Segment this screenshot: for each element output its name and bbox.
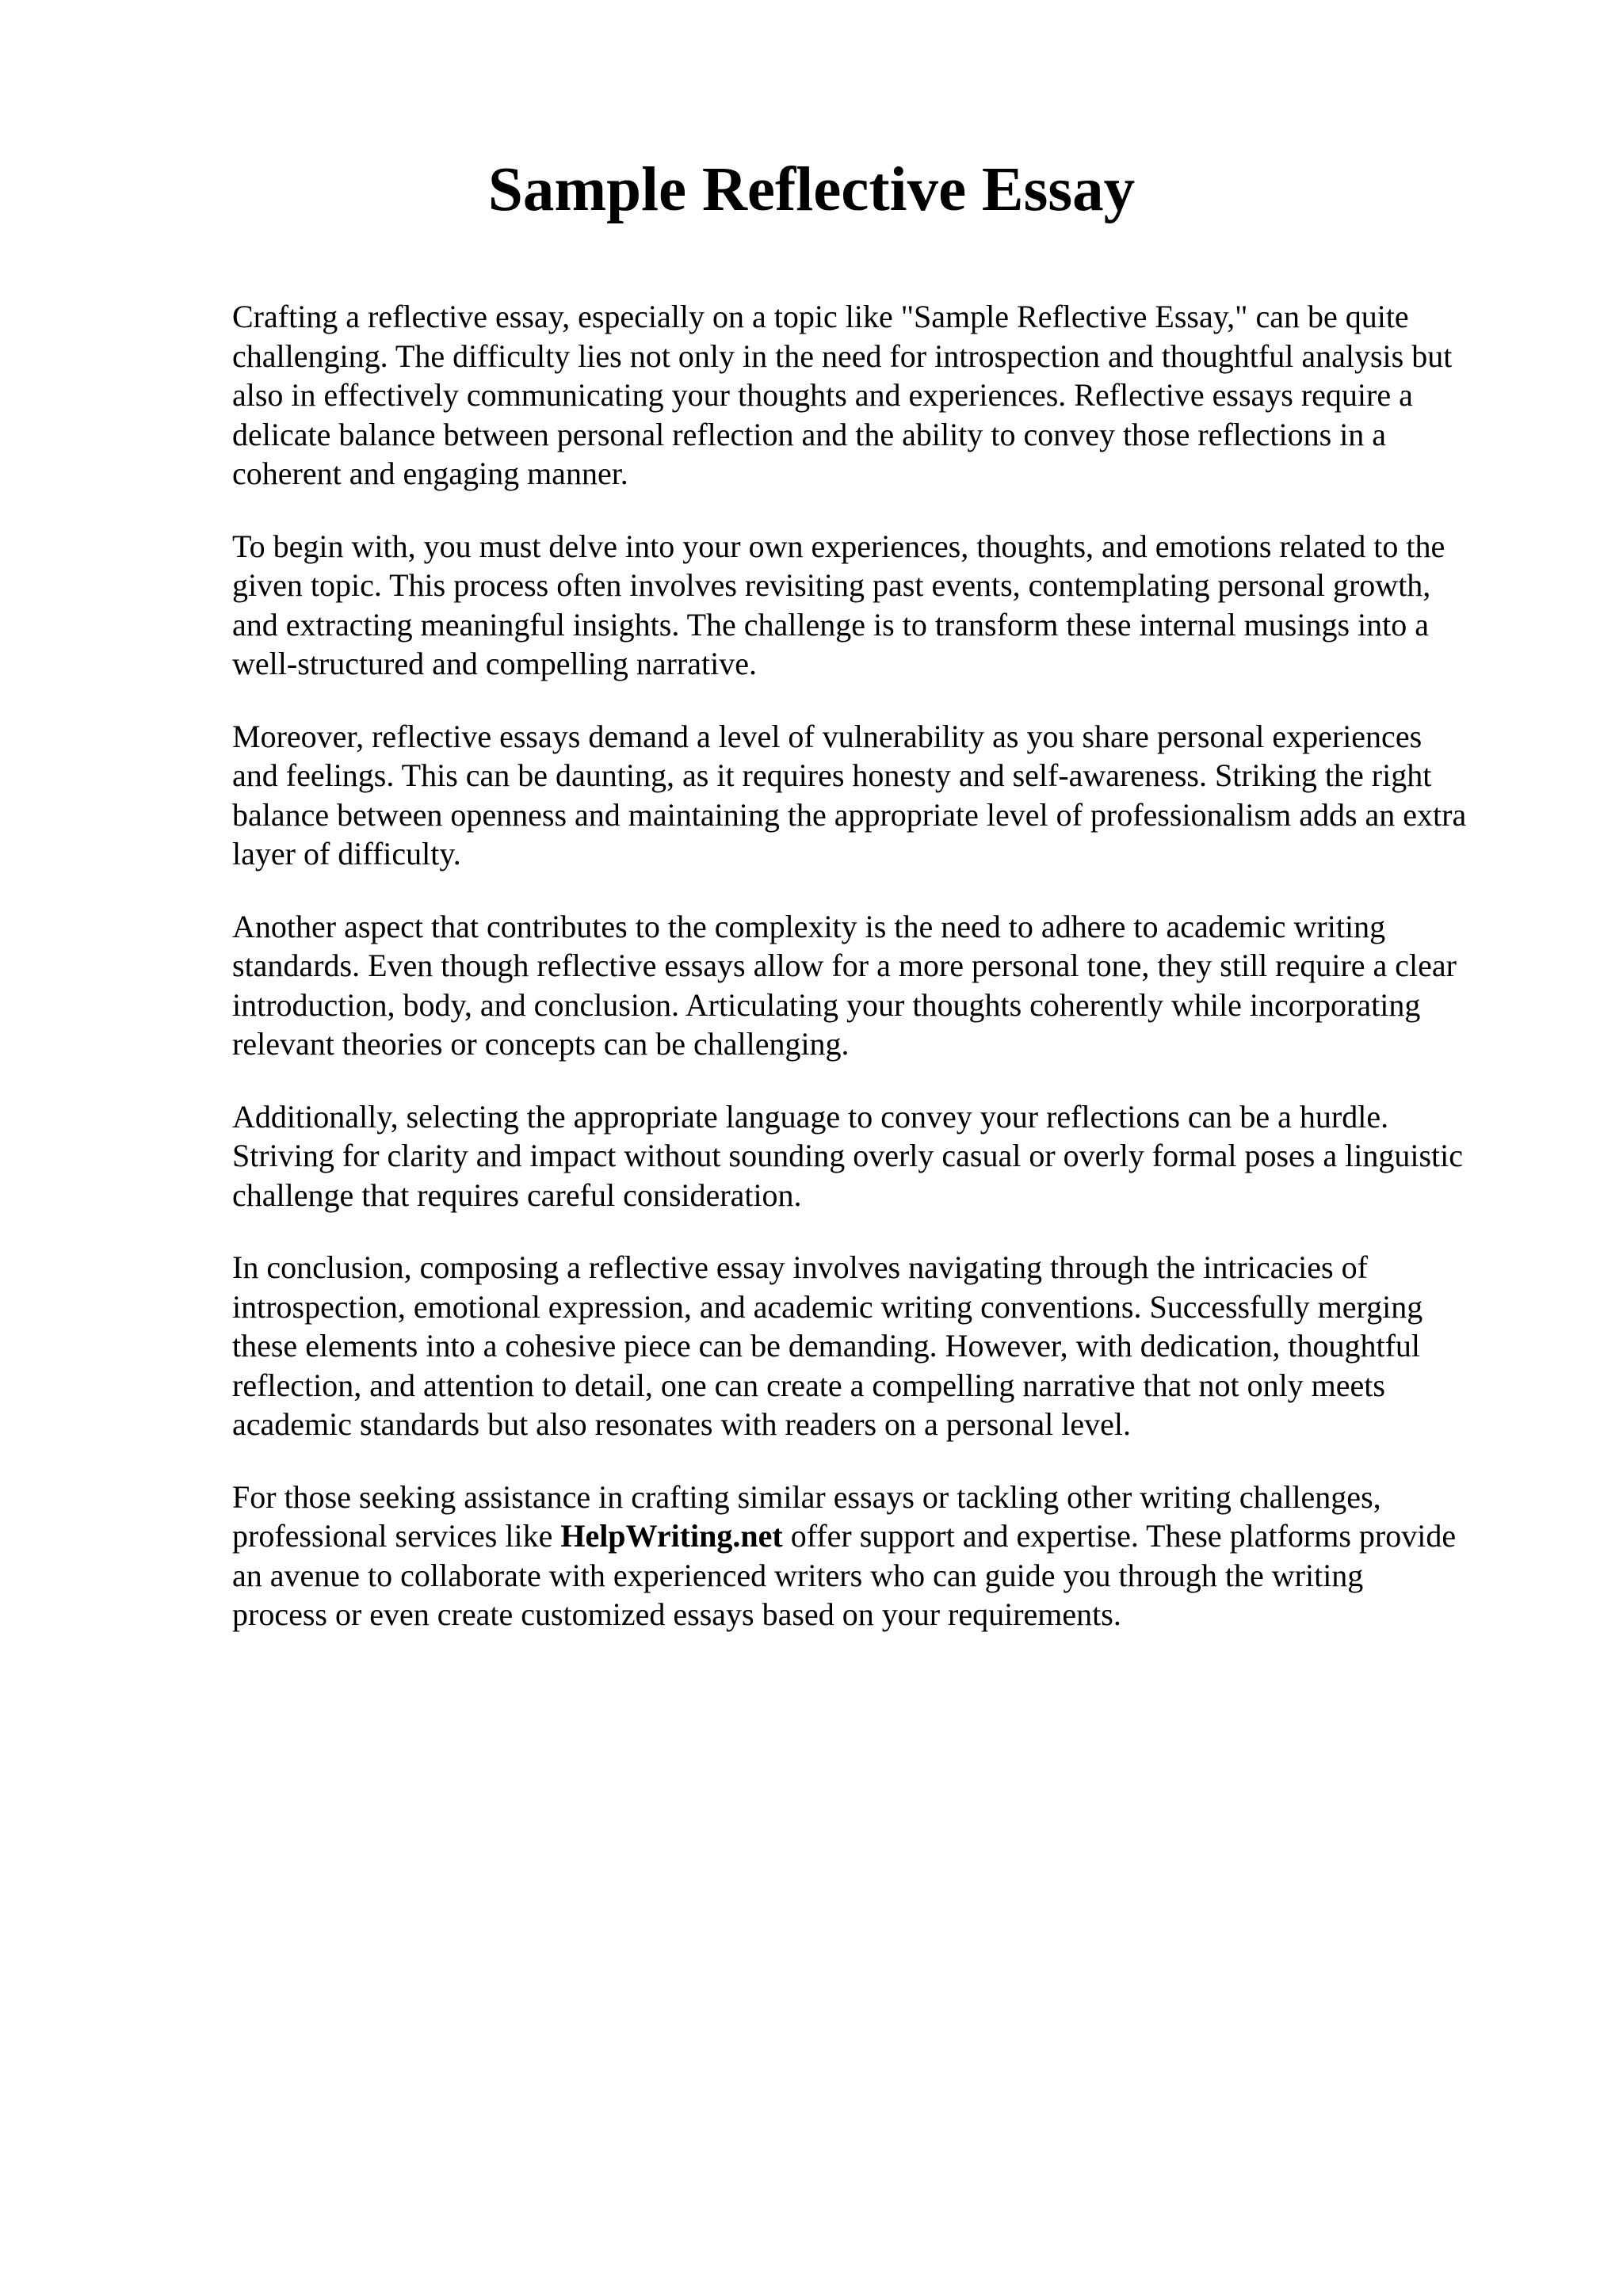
essay-body (232, 297, 1532, 1668)
text-line: relevant theories or concepts can be challenging. (232, 1026, 850, 1062)
closing-paragraph (232, 1478, 1532, 1634)
paragraph (232, 527, 1532, 684)
text-line: process or even create customized essays based on your requirements. (232, 1596, 1121, 1632)
text-line: introduction, body, and conclusion. Articulating your thoughts coherently while incorporating (232, 986, 1421, 1023)
text-line: Additionally, selecting the appropriate language to convey your reflections can be a hurdle. (232, 1098, 1389, 1135)
text-line: academic standards but also resonates with readers on a personal level. (232, 1406, 1132, 1442)
text-line: coherent and engaging manner. (232, 456, 628, 491)
text-line: delicate balance between personal reflection and the ability to convey those reflections in a (232, 416, 1387, 452)
paragraph (232, 1097, 1532, 1215)
text-line: challenging. The difficulty lies not only in the need for introspection and thoughtful analysis but (232, 338, 1453, 374)
paragraph (232, 717, 1532, 874)
text-line: and feelings. This can be daunting, as it requires honesty and self-awareness. Striking the right (232, 757, 1432, 793)
text-line: reflection, and attention to detail, one can create a compelling narrative that not only meets (232, 1367, 1385, 1403)
text-segment: professional services like (232, 1518, 561, 1554)
text-line: introspection, emotional expression, and academic writing conventions. Successfully merging (232, 1288, 1423, 1325)
text-line: To begin with, you must delve into your own experiences, thoughts, and emotions related to the (232, 528, 1445, 564)
text-line: these elements into a cohesive piece can be demanding. However, with dedication, thoughtful (232, 1328, 1421, 1363)
text-line: Striving for clarity and impact without sounding overly casual or overly formal poses a linguistic (232, 1138, 1464, 1173)
text-line (232, 1516, 1532, 1556)
text-line: challenge that requires careful consideration. (232, 1177, 802, 1213)
text-line: standards. Even though reflective essays allow for a more personal tone, they still require a clear (232, 948, 1457, 983)
text-line: Moreover, reflective essays demand a level of vulnerability as you share personal experiences (232, 718, 1423, 754)
text-line: well-structured and compelling narrative. (232, 646, 757, 681)
paragraph (232, 1248, 1532, 1444)
text-line: also in effectively communicating your thoughts and experiences. Reflective essays require a (232, 377, 1413, 413)
text-line: Another aspect that contributes to the complexity is the need to adhere to academic writing (232, 908, 1386, 944)
text-line: Crafting a reflective essay, especially on a topic like "Sample Reflective Essay," can be quite (232, 299, 1409, 334)
text-line: For those seeking assistance in crafting similar essays or tackling other writing challenges, (232, 1478, 1381, 1515)
page-title: Sample Reflective Essay (487, 155, 1136, 224)
text-line: an avenue to collaborate with experienced writers who can guide you through the writing (232, 1557, 1364, 1593)
text-line: given topic. This process often involves revisiting past events, contemplating personal growth, (232, 567, 1431, 603)
text-segment: offer support and expertise. These platforms provide (782, 1518, 1457, 1554)
text-line: layer of difficulty. (232, 836, 461, 871)
text-line: In conclusion, composing a reflective essay involves navigating through the intricacies of (232, 1249, 1368, 1285)
paragraph (232, 907, 1532, 1064)
service-name: HelpWriting.net (560, 1518, 783, 1554)
text-line: balance between openness and maintaining the appropriate level of professionalism adds an extra (232, 796, 1467, 833)
text-line: and extracting meaningful insights. The challenge is to transform these internal musings into a (232, 606, 1430, 643)
paragraph (232, 297, 1532, 494)
